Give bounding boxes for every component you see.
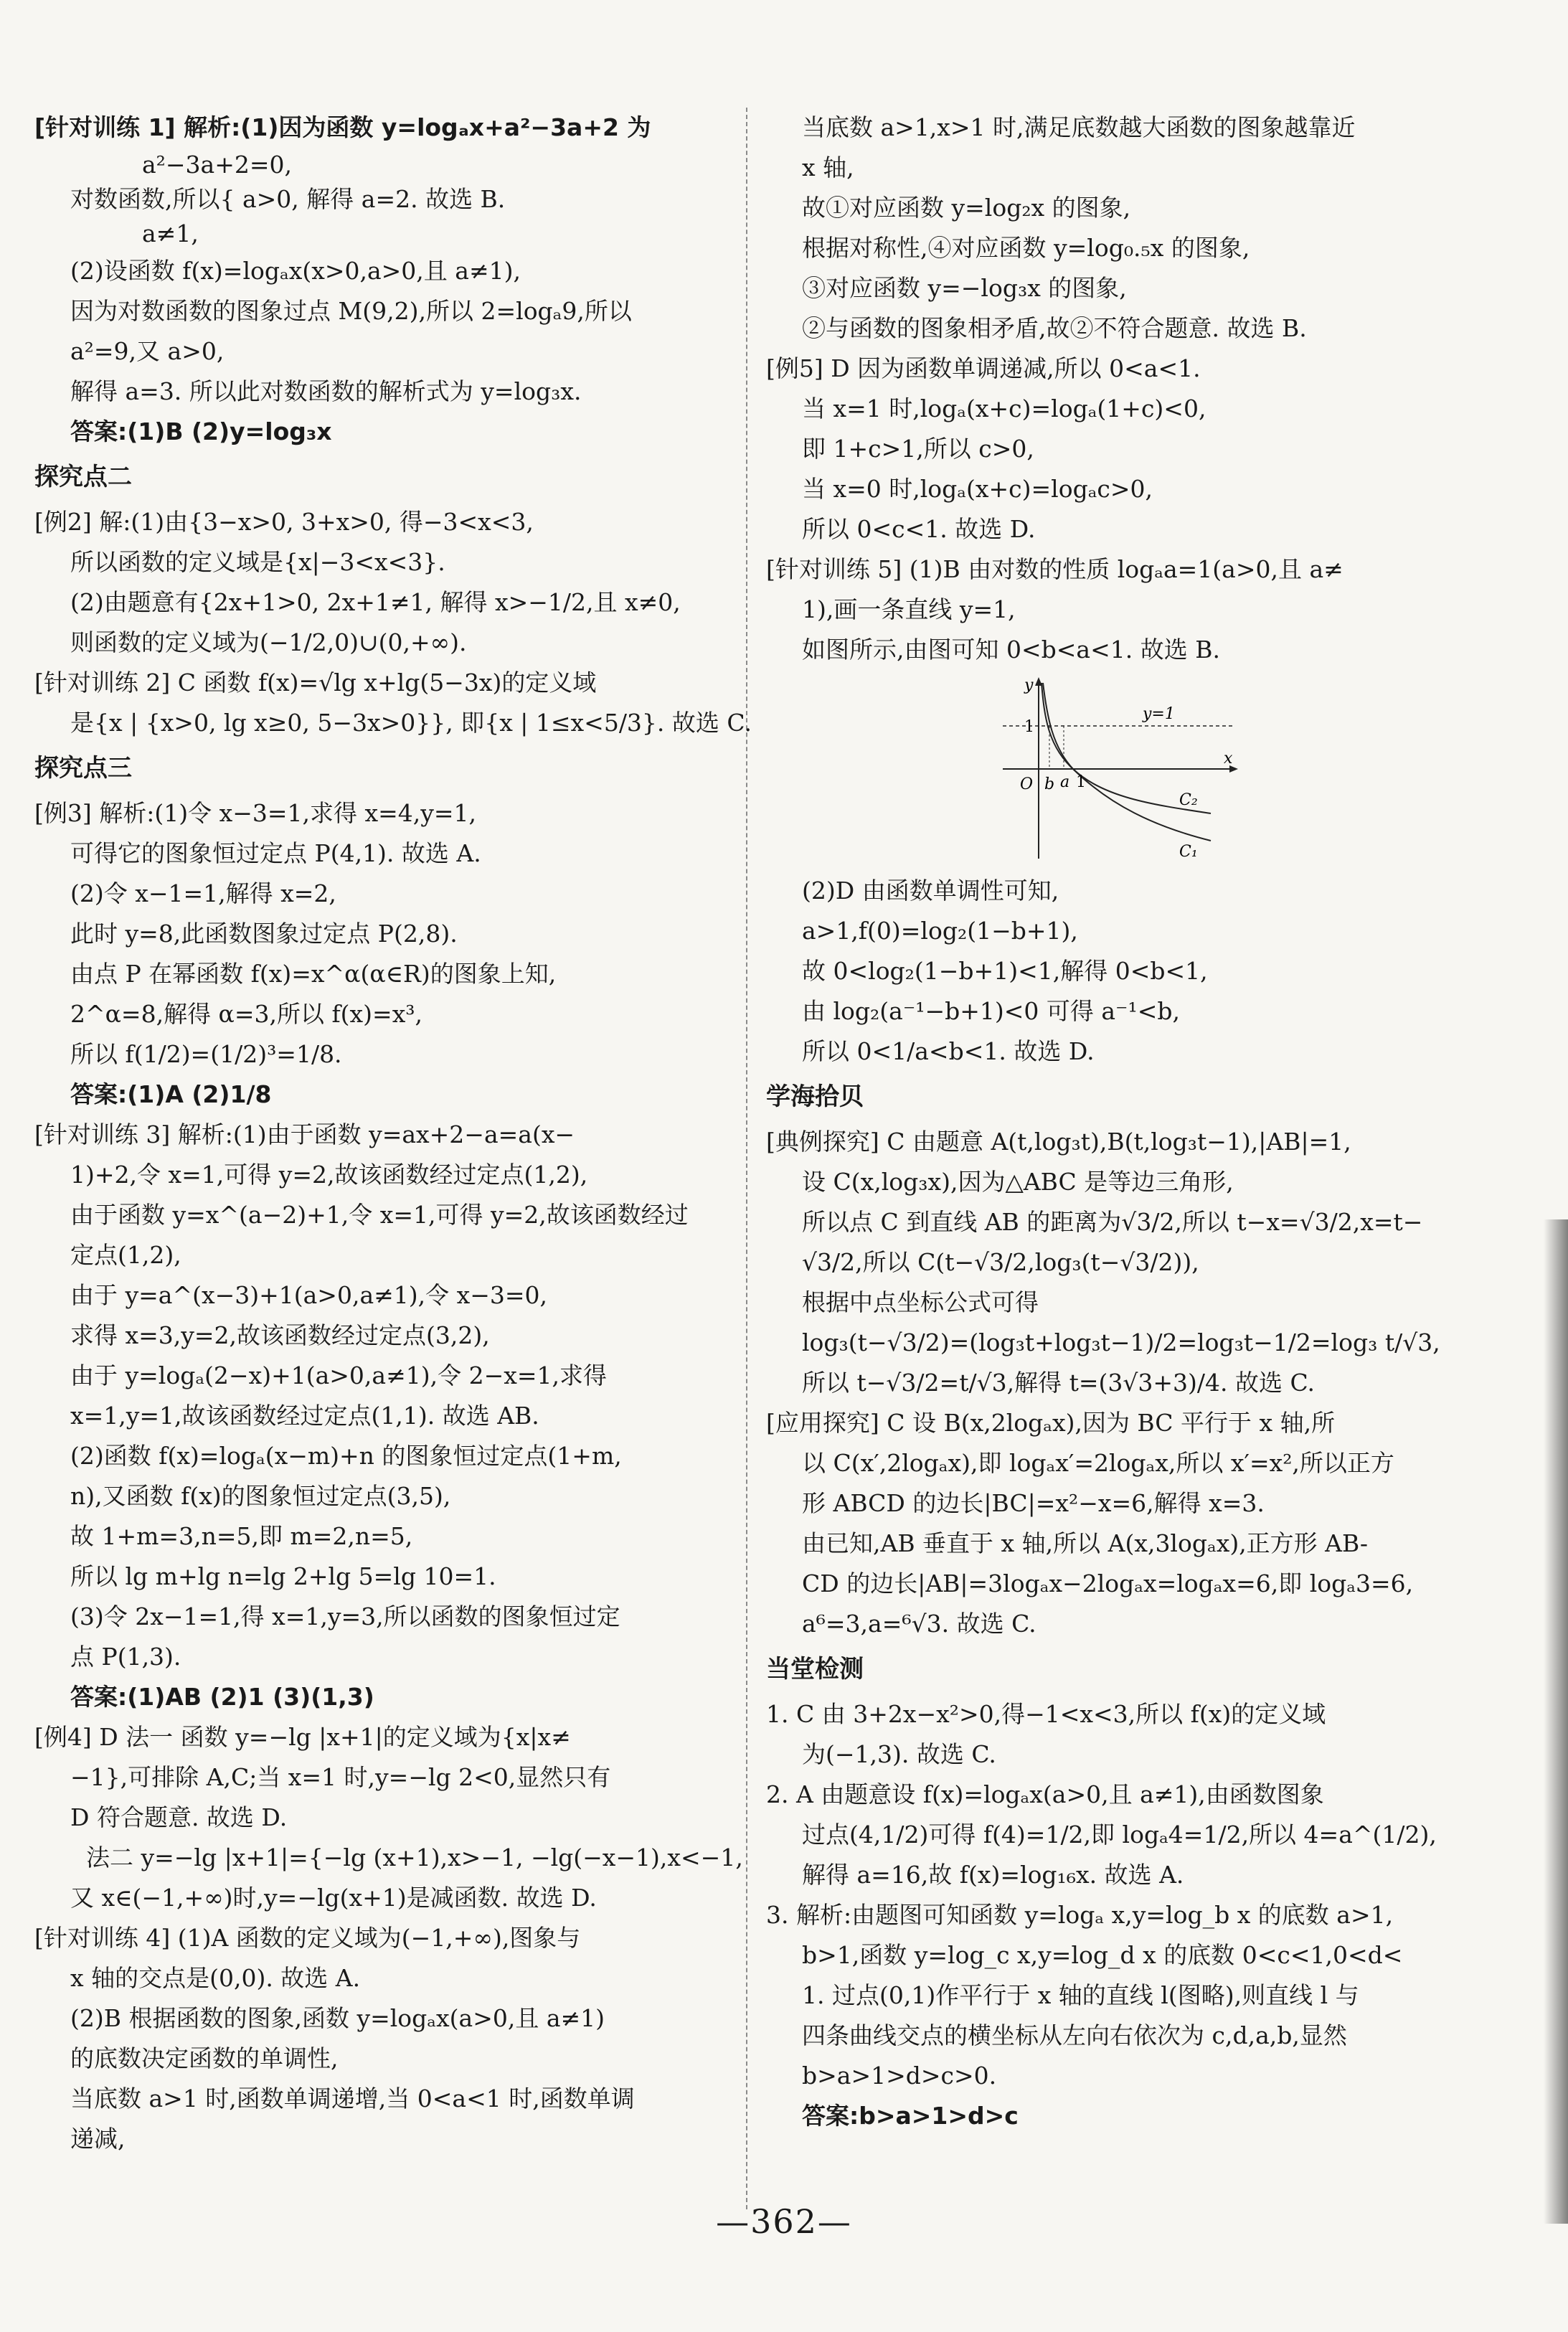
text-line: 设 C(x,log₃x),因为△ABC 是等边三角形, <box>802 1168 1234 1196</box>
text-line: 由于 y=a^(x−3)+1(a>0,a≠1),令 x−3=0, <box>70 1281 548 1309</box>
text-line: 当 x=1 时,logₐ(x+c)=logₐ(1+c)<0, <box>802 395 1206 423</box>
text-line: [针对训练 2] C 函数 f(x)=√lg x+lg(5−3x)的定义域 <box>34 669 597 697</box>
text-line: 故①对应函数 y=log₂x 的图象, <box>802 194 1131 222</box>
a-label: a <box>1060 773 1070 791</box>
text-line: 是{x | {x>0, lg x≥0, 5−3x>0}}, 即{x | 1≤x<5/3}. 故选 C. <box>70 709 752 737</box>
text-line: x=1,y=1,故该函数经过定点(1,1). 故选 AB. <box>70 1402 539 1430</box>
text-line: 所以 f(1/2)=(1/2)³=1/8. <box>70 1040 342 1068</box>
page-edge-shadow <box>1544 1219 1568 2224</box>
text-line: (2)令 x−1=1,解得 x=2, <box>70 879 336 907</box>
right-column <box>766 108 1512 2136</box>
x-axis-label: x <box>1224 750 1233 768</box>
text-line: 3. 解析:由题图可知函数 y=logₐ x,y=log_b x 的底数 a>1, <box>766 1901 1394 1929</box>
text-line: x 轴, <box>802 154 854 181</box>
text-line: log₃(t−√3/2)=(log₃t+log₃t−1)/2=log₃t−1/2=log₃ t/√3, <box>802 1328 1440 1356</box>
text-line: [针对训练 3] 解析:(1)由于函数 y=ax+2−a=a(x− <box>34 1120 575 1148</box>
text-line: (3)令 2x−1=1,得 x=1,y=3,所以函数的图象恒过定 <box>70 1602 620 1630</box>
text-line: 所以 0<c<1. 故选 D. <box>802 515 1036 543</box>
section-heading: 探究点二 <box>34 463 132 491</box>
text-line: (2)D 由函数单调性可知, <box>802 877 1059 905</box>
text-line: a≠1, <box>142 219 199 247</box>
text-line: 2. A 由题意设 f(x)=logₐx(a>0,且 a≠1),由函数图象 <box>766 1780 1324 1808</box>
answer-line: 答案:(1)A (2)1/8 <box>70 1080 272 1108</box>
text-line: [应用探究] C 设 B(x,2logₐx),因为 BC 平行于 x 轴,所 <box>766 1409 1336 1437</box>
text-line: 1. 过点(0,1)作平行于 x 轴的直线 l(图略),则直线 l 与 <box>802 1981 1359 2009</box>
origin-label: O <box>1020 775 1034 793</box>
text-line: ②与函数的图象相矛盾,故②不符合题意. 故选 B. <box>802 314 1307 342</box>
text-line: 由于函数 y=x^(a−2)+1,令 x=1,可得 y=2,故该函数经过 <box>70 1201 689 1229</box>
text-line: 解得 a=16,故 f(x)=log₁₆x. 故选 A. <box>802 1861 1184 1889</box>
text-line: [针对训练 5] (1)B 由对数的性质 logₐa=1(a>0,且 a≠ <box>766 555 1343 583</box>
text-line: a²−3a+2=0, <box>142 151 293 179</box>
text-line: [例3] 解析:(1)令 x−3=1,求得 x=4,y=1, <box>34 799 476 827</box>
text-line: [例4] D 法一 函数 y=−lg |x+1|的定义域为{x|x≠ <box>34 1723 571 1751</box>
text-line: 当底数 a>1,x>1 时,满足底数越大函数的图象越靠近 <box>802 113 1356 141</box>
answer-line: 答案:(1)AB (2)1 (3)(1,3) <box>70 1683 374 1711</box>
text-line: 1),画一条直线 y=1, <box>802 595 1016 623</box>
text-line: 解得 a=3. 所以此对数函数的解析式为 y=log₃x. <box>70 377 582 405</box>
text-line: 此时 y=8,此函数图象过定点 P(2,8). <box>70 920 458 948</box>
page-number: —362— <box>716 2202 852 2241</box>
text-line: 定点(1,2), <box>70 1241 181 1269</box>
text-line: √3/2,所以 C(t−√3/2,log₃(t−√3/2)), <box>802 1248 1199 1276</box>
text-line: [例5] D 因为函数单调递减,所以 0<a<1. <box>766 354 1201 382</box>
text-line: b>1,函数 y=log_c x,y=log_d x 的底数 0<c<1,0<d< <box>802 1941 1403 1969</box>
left-column <box>34 108 752 2159</box>
curve-c1 <box>1042 683 1211 841</box>
text-line: (2)由题意有{2x+1>0, 2x+1≠1, 解得 x>−1/2,且 x≠0, <box>70 588 681 616</box>
text-line: 又 x∈(−1,+∞)时,y=−lg(x+1)是减函数. 故选 D. <box>70 1884 597 1912</box>
text-line: 由点 P 在幂函数 f(x)=x^α(α∈R)的图象上知, <box>70 960 557 988</box>
text-line: 以 C(x′,2logₐx),即 logₐx′=2logₐx,所以 x′=x²,所以正方 <box>802 1449 1394 1477</box>
text-line: ③对应函数 y=−log₃x 的图象, <box>802 274 1127 302</box>
text-line: 由已知,AB 垂直于 x 轴,所以 A(x,3logₐx),正方形 AB- <box>802 1529 1369 1557</box>
text-line: [针对训练 1] 解析:(1)因为函数 y=logₐx+a²−3a+2 为 <box>34 113 651 141</box>
text-line: CD 的边长|AB|=3logₐx−2logₐx=logₐx=6,即 logₐ3=6, <box>802 1569 1414 1597</box>
text-line: 1. C 由 3+2x−x²>0,得−1<x<3,所以 f(x)的定义域 <box>766 1700 1326 1728</box>
text-line: 1)+2,令 x=1,可得 y=2,故该函数经过定点(1,2), <box>70 1161 588 1189</box>
text-line: D 符合题意. 故选 D. <box>70 1803 288 1831</box>
answer-line: 答案:(1)B (2)y=log₃x <box>70 417 332 445</box>
text-line: 即 1+c>1,所以 c>0, <box>802 435 1034 463</box>
text-line: 四条曲线交点的横坐标从左向右依次为 c,d,a,b,显然 <box>802 2021 1347 2049</box>
text-line: [典例探究] C 由题意 A(t,log₃t),B(t,log₃t−1),|AB|=1, <box>766 1128 1351 1156</box>
answer-line: 答案:b>a>1>d>c <box>802 2102 1019 2130</box>
text-line: 2^α=8,解得 α=3,所以 f(x)=x³, <box>70 1000 423 1028</box>
text-line: (2)设函数 f(x)=logₐx(x>0,a>0,且 a≠1), <box>70 257 521 285</box>
section-heading: 当堂检测 <box>766 1655 864 1684</box>
text-line: a>1,f(0)=log₂(1−b+1), <box>802 917 1078 945</box>
text-line: 根据对称性,④对应函数 y=log₀.₅x 的图象, <box>802 234 1250 262</box>
text-line: 根据中点坐标公式可得 <box>802 1288 1039 1316</box>
y-one-label: 1 <box>1024 718 1034 736</box>
text-line: 递减, <box>70 2125 126 2153</box>
section-heading: 学海拾贝 <box>766 1082 864 1111</box>
text-line: 则函数的定义域为(−1/2,0)∪(0,+∞). <box>70 628 467 656</box>
text-line: 故 0<log₂(1−b+1)<1,解得 0<b<1, <box>802 957 1208 985</box>
c2-label: C₂ <box>1179 791 1198 809</box>
text-line: 过点(4,1/2)可得 f(4)=1/2,即 logₐ4=1/2,所以 4=a^(1/2), <box>802 1821 1437 1849</box>
text-line: 所以函数的定义域是{x|−3<x<3}. <box>70 548 445 576</box>
text-line: −1},可排除 A,C;当 x=1 时,y=−lg 2<0,显然只有 <box>70 1763 611 1791</box>
text-line: [针对训练 4] (1)A 函数的定义域为(−1,+∞),图象与 <box>34 1924 581 1952</box>
section-heading: 探究点三 <box>34 754 132 783</box>
text-line: n),又函数 f(x)的图象恒过定点(3,5), <box>70 1482 451 1510</box>
text-line: 由于 y=logₐ(2−x)+1(a>0,a≠1),令 2−x=1,求得 <box>70 1361 607 1389</box>
text-line: 如图所示,由图可知 0<b<a<1. 故选 B. <box>802 636 1220 664</box>
text-line: 形 ABCD 的边长|BC|=x²−x=6,解得 x=3. <box>802 1489 1265 1517</box>
text-line: 所以 0<1/a<b<1. 故选 D. <box>802 1037 1095 1065</box>
text-line: a⁶=3,a=⁶√3. 故选 C. <box>802 1610 1036 1638</box>
text-line: 由 log₂(a⁻¹−b+1)<0 可得 a⁻¹<b, <box>802 997 1180 1025</box>
text-line: 所以 t−√3/2=t/√3,解得 t=(3√3+3)/4. 故选 C. <box>802 1369 1316 1397</box>
text-line: 当 x=0 时,logₐ(x+c)=logₐc>0, <box>802 475 1153 503</box>
x-one-label: 1 <box>1076 773 1086 791</box>
text-line: x 轴的交点是(0,0). 故选 A. <box>70 1964 361 1992</box>
text-line: b>a>1>d>c>0. <box>802 2062 997 2090</box>
text-line: 当底数 a>1 时,函数单调递增,当 0<a<1 时,函数单调 <box>70 2085 635 2113</box>
log-graph <box>996 676 1239 862</box>
text-line: 对数函数,所以{ a>0, 解得 a=2. 故选 B. <box>70 185 506 213</box>
text-line: 法二 y=−lg |x+1|={−lg (x+1),x>−1, −lg(−x−1),x<−1, <box>86 1844 743 1871</box>
text-line: 故 1+m=3,n=5,即 m=2,n=5, <box>70 1522 413 1550</box>
text-line: (2)B 根据函数的图象,函数 y=logₐx(a>0,且 a≠1) <box>70 2004 605 2032</box>
text-line: 因为对数函数的图象过点 M(9,2),所以 2=logₐ9,所以 <box>70 297 632 325</box>
text-line: 求得 x=3,y=2,故该函数经过定点(3,2), <box>70 1321 490 1349</box>
text-line: 所以 lg m+lg n=lg 2+lg 5=lg 10=1. <box>70 1562 496 1590</box>
line-label: y=1 <box>1143 705 1175 723</box>
y-axis-label: y <box>1024 676 1034 694</box>
text-line: 的底数决定函数的单调性, <box>70 2044 339 2072</box>
c1-label: C₁ <box>1179 843 1198 861</box>
text-line: a²=9,又 a>0, <box>70 337 225 365</box>
text-line: [例2] 解:(1)由{3−x>0, 3+x>0, 得−3<x<3, <box>34 508 534 536</box>
text-line: 为(−1,3). 故选 C. <box>802 1740 996 1768</box>
b-label: b <box>1044 775 1055 793</box>
text-line: 所以点 C 到直线 AB 的距离为√3/2,所以 t−x=√3/2,x=t− <box>802 1208 1423 1236</box>
text-line: 可得它的图象恒过定点 P(4,1). 故选 A. <box>70 839 481 867</box>
text-line: 点 P(1,3). <box>70 1643 181 1671</box>
text-line: (2)函数 f(x)=logₐ(x−m)+n 的图象恒过定点(1+m, <box>70 1442 622 1470</box>
